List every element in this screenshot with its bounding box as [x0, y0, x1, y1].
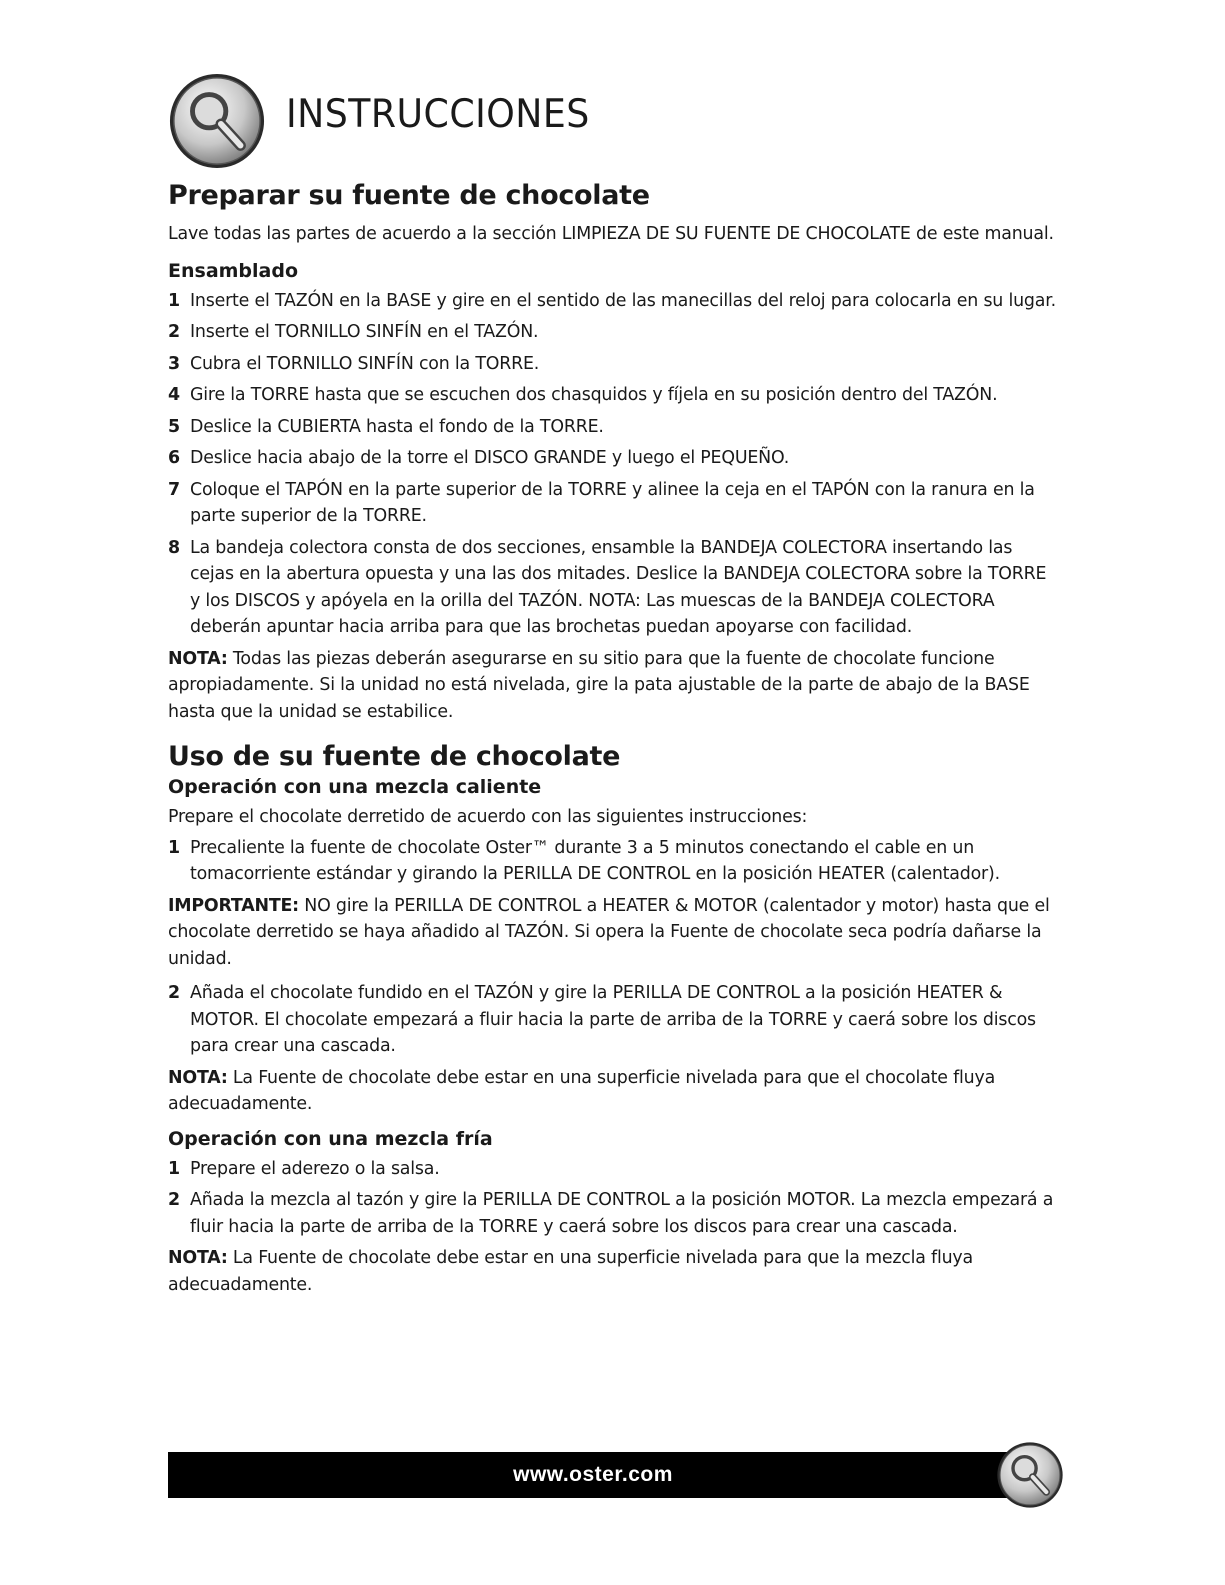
magnifier-icon	[168, 72, 266, 170]
footer-bar	[168, 1452, 1160, 1498]
step-text: La bandeja colectora consta de dos secciones, ensamble la BANDEJA COLECTORA insertando las cejas en la abertura opuesta y una las dos mitades. Deslice la BANDEJA COLECTORA sobre la TORRE y los DISCOS y apóyela en la orilla del TAZÓN. NOTA: Las muescas de la BANDEJA COLECTORA deberán apuntar hacia arriba para que las brochetas puedan apoyarse con facilidad.	[190, 537, 1047, 637]
step-number: 2	[168, 1190, 180, 1210]
step-text: Deslice hacia abajo de la torre el DISCO GRANDE y luego el PEQUEÑO.	[190, 448, 790, 468]
section-uso	[168, 741, 1058, 1298]
step-number: 5	[168, 416, 180, 437]
section-intro: Lave todas las partes de acuerdo a la sección LIMPIEZA DE SU FUENTE DE CHOCOLATE de este manual.	[168, 224, 1054, 244]
section-title-uso: Uso de su fuente de chocolate	[168, 741, 621, 772]
hot-steps-b	[168, 980, 1058, 1060]
note-label: NOTA:	[168, 648, 228, 669]
important-label: IMPORTANTE:	[168, 895, 299, 916]
note-label: NOTA:	[168, 1067, 228, 1088]
step-text: Precaliente la fuente de chocolate Oster™ durante 3 a 5 minutos conectando el cable en un tomacorriente estándar y girando la PERILLA DE CONTROL en la posición HEATER (calentador).	[190, 837, 1000, 884]
hot-intro: Prepare el chocolate derretido de acuerdo con las siguientes instrucciones:	[168, 807, 808, 827]
list-item	[168, 477, 1058, 530]
important-paragraph	[168, 893, 1058, 973]
step-text: Inserte el TAZÓN en la BASE y gire en el sentido de las manecillas del reloj para colocarla en su lugar.	[190, 290, 1056, 311]
note-paragraph	[168, 1065, 1058, 1118]
step-text: Cubra el TORNILLO SINFÍN con la TORRE.	[190, 353, 540, 374]
page-title: INSTRUCCIONES	[286, 92, 590, 137]
subsection-title-fria: Operación con una mezcla fría	[168, 1127, 493, 1150]
assembly-steps	[168, 288, 1058, 641]
step-text: Coloque el TAPÓN en la parte superior de la TORRE y alinee la ceja en el TAPÓN con la ranura en la parte superior de la TORRE.	[190, 479, 1035, 526]
list-item	[168, 535, 1058, 641]
list-item	[168, 835, 1058, 888]
step-text: Prepare el aderezo o la salsa.	[190, 1158, 440, 1179]
step-number: 7	[168, 479, 180, 500]
subsection-title-caliente: Operación con una mezcla caliente	[168, 776, 542, 798]
list-item	[168, 288, 1058, 315]
step-number: 6	[168, 448, 180, 468]
list-item	[168, 414, 1058, 441]
list-item	[168, 1187, 1058, 1240]
subsection-title-ensamblado: Ensamblado	[168, 259, 299, 282]
important-text: NO gire la PERILLA DE CONTROL a HEATER & MOTOR (calentador y motor) hasta que el chocolate derretido se haya añadido al TAZÓN. Si opera la Fuente de chocolate seca podría dañarse la unidad.	[168, 895, 1050, 969]
step-text: Inserte el TORNILLO SINFÍN en el TAZÓN.	[190, 322, 539, 342]
step-number: 1	[168, 1158, 180, 1179]
hot-steps-a	[168, 835, 1058, 888]
note-text: Todas las piezas deberán asegurarse en su sitio para que la fuente de chocolate funcione apropiadamente. Si la unidad no está nivelada, gire la pata ajustable de la parte de abajo de la BASE hasta que la unidad se estabilice.	[168, 648, 1030, 722]
main-content	[168, 180, 1058, 1306]
page-number: 17	[1134, 1463, 1160, 1487]
step-text: Añada el chocolate fundido en el TAZÓN y gire la PERILLA DE CONTROL a la posición HEATER & MOTOR. El chocolate empezará a fluir hacia la parte de arriba de la TORRE y caerá sobre los discos para crear una cascada.	[190, 983, 1036, 1056]
list-item	[168, 319, 1058, 346]
list-item	[168, 445, 1058, 472]
note-text: La Fuente de chocolate debe estar en una superficie nivelada para que la mezcla fluya adecuadamente.	[168, 1248, 973, 1295]
step-number: 8	[168, 537, 180, 558]
list-item	[168, 351, 1058, 378]
step-number: 1	[168, 837, 180, 858]
note-paragraph	[168, 646, 1058, 726]
list-item	[168, 1156, 1058, 1183]
section-title-preparar: Preparar su fuente de chocolate	[168, 180, 650, 211]
step-number: 2	[168, 322, 180, 342]
step-text: Gire la TORRE hasta que se escuchen dos chasquidos y fíjela en su posición dentro del TAZÓN.	[190, 385, 998, 405]
note-text: La Fuente de chocolate debe estar en una superficie nivelada para que el chocolate fluya adecuadamente.	[168, 1067, 996, 1114]
step-number: 4	[168, 385, 180, 405]
step-text: Deslice la CUBIERTA hasta el fondo de la TORRE.	[190, 416, 604, 437]
step-number: 1	[168, 290, 180, 311]
magnifier-icon	[996, 1441, 1064, 1509]
list-item	[168, 382, 1058, 409]
page-header	[168, 72, 768, 172]
step-text: Añada la mezcla al tazón y gire la PERILLA DE CONTROL a la posición MOTOR. La mezcla empezará a fluir hacia la parte de arriba de la TORRE y caerá sobre los discos para crear una cascada.	[190, 1190, 1054, 1237]
footer-url[interactable]: www.oster.com	[513, 1463, 673, 1486]
step-number: 2	[168, 983, 180, 1003]
note-label: NOTA:	[168, 1248, 228, 1268]
note-paragraph	[168, 1245, 1058, 1298]
step-number: 3	[168, 353, 180, 374]
list-item	[168, 980, 1058, 1060]
cold-steps	[168, 1156, 1058, 1241]
